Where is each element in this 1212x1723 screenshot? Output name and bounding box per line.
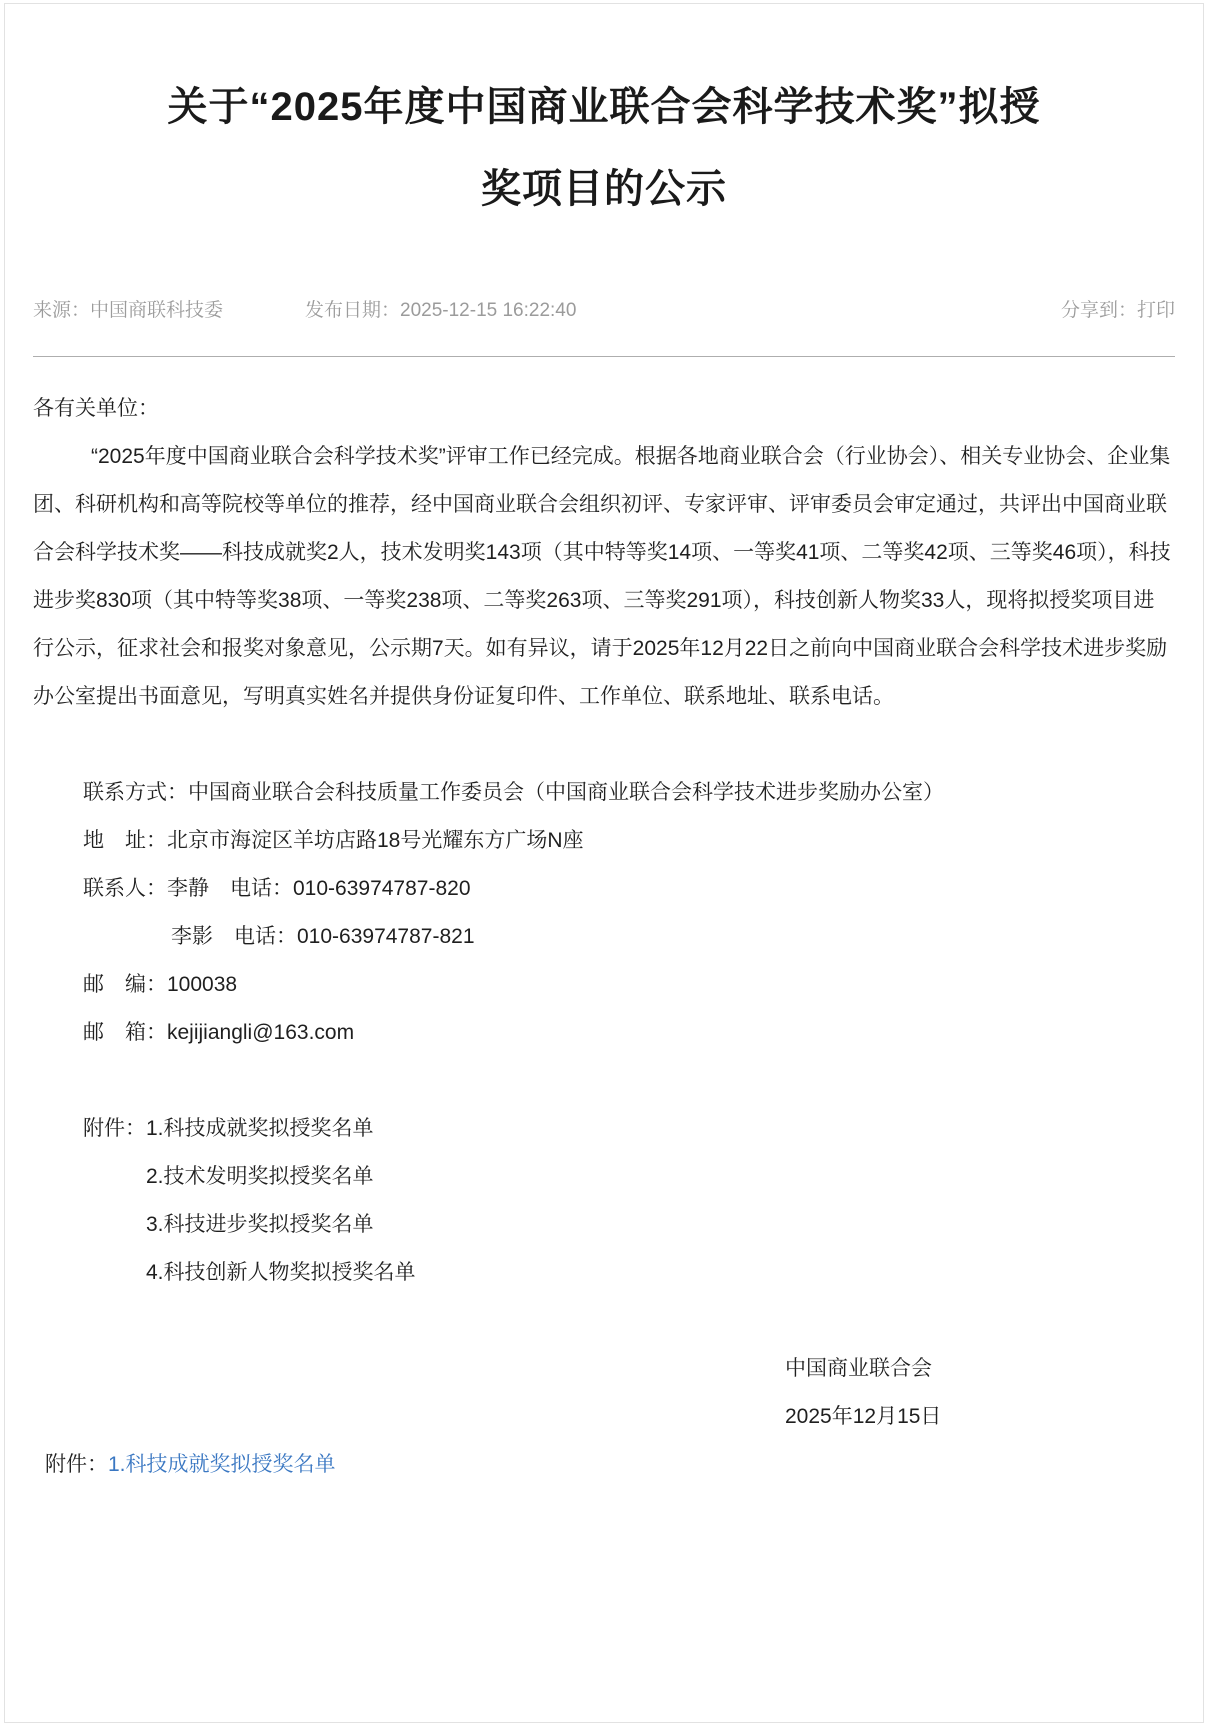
contact-email: 邮 箱：kejijiangli@163.com — [83, 1021, 355, 1044]
contact-postcode: 邮 编：100038 — [83, 973, 238, 996]
footer-attachment-fragment — [33, 1441, 1175, 1489]
attachments-label: 附件： — [83, 1117, 146, 1140]
article-card — [4, 3, 1204, 1723]
page-title-line2: 奖项目的公示 — [481, 167, 727, 211]
meta-row — [33, 298, 1175, 324]
contact-person-1: 联系人：李静 电话：010-63974787-820 — [83, 877, 471, 900]
page-title — [33, 4, 1175, 230]
contact-address: 地 址：北京市海淀区羊坊店路18号光耀东方广场N座 — [83, 829, 584, 852]
share-label: 分享到： — [1060, 300, 1137, 321]
header-divider — [33, 356, 1175, 357]
page-title-line1: 关于“2025年度中国商业联合会科学技术奖”拟授 — [167, 85, 1041, 129]
attachment-item: 2.技术发明奖拟授奖名单 — [146, 1165, 374, 1188]
attachment-item: 3.科技进步奖拟授奖名单 — [146, 1213, 374, 1236]
contact-block — [33, 769, 1175, 1057]
salutation: 各有关单位： — [33, 397, 159, 420]
attachment-item — [83, 1105, 1175, 1153]
signature-block — [33, 1345, 1175, 1441]
main-paragraph: “2025年度中国商业联合会科学技术奖”评审工作已经完成。根据各地商业联合会（行业协会）、相关专业协会、企业集团、科研机构和高等院校等单位的推荐，经中国商业联合会组织初评、专家评审、评审委员会审定通过，共评出中国商业联合会科学技术奖——科技成就奖2人，技术发明奖143项（其中特等奖14项、一等奖41项、二等奖42项、三等奖46项），科技进步奖830项（其中特等奖38项、一等奖238项、二等奖263项、三等奖291项），科技创新人物奖33人，现将拟授奖项目进行公示，征求社会和报奖对象意见，公示期7天。如有异议，请于2025年12月22日之前向中国商业联合会科学技术进步奖励办公室提出书面意见，写明真实姓名并提供身份证复印件、工作单位、联系地址、联系电话。 — [33, 445, 1171, 708]
article-body — [33, 385, 1175, 1489]
signature-org: 中国商业联合会 — [785, 1357, 932, 1380]
footer-attachment-link[interactable]: 1.科技成就奖拟授奖名单 — [108, 1453, 336, 1476]
attachment-item: 4.科技创新人物奖拟授奖名单 — [146, 1261, 416, 1284]
meta-share — [1061, 298, 1175, 324]
meta-publish-date: 发布日期：2025-12-15 16:22:40 — [305, 300, 577, 321]
attachments-block — [33, 1105, 1175, 1297]
contact-method: 联系方式：中国商业联合会科技质量工作委员会（中国商业联合会科学技术进步奖励办公室） — [83, 781, 944, 804]
print-link[interactable]: 打印 — [1136, 300, 1175, 321]
footer-attachment-label: 附件： — [45, 1453, 108, 1476]
signature-date: 2025年12月15日 — [785, 1405, 942, 1428]
attachment-item-1: 1.科技成就奖拟授奖名单 — [146, 1117, 374, 1140]
meta-source: 来源：中国商联科技委 — [33, 300, 224, 321]
contact-person-2: 李影 电话：010-63974787-821 — [171, 925, 475, 948]
